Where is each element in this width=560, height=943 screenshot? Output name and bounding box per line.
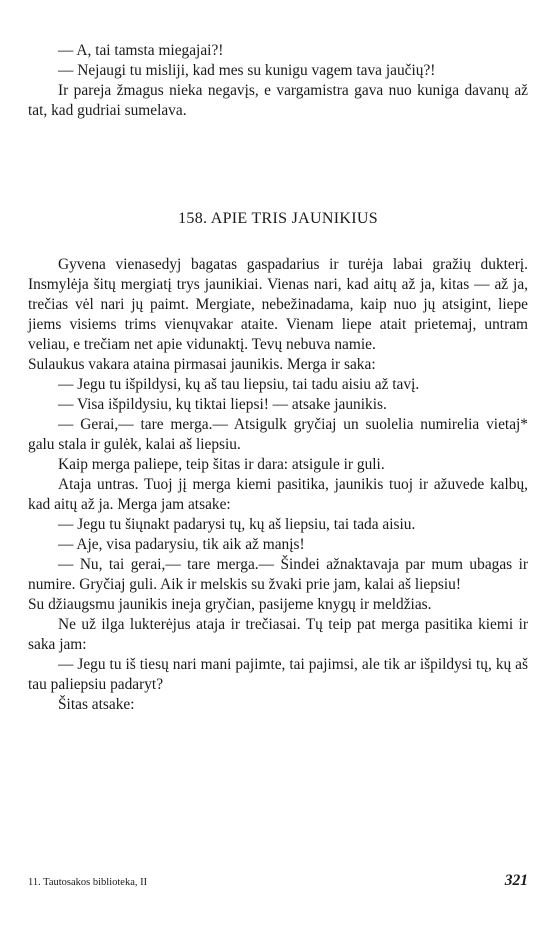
paragraph: Gyvena vienasedyj bagatas gaspadarius ir turėja labai gražių dukterį. Insmylėja šitų mergiatį trys jaunikiai. Vienas nari, kad aitų až ja, kitas — až ja, trečias vėl nari jų paimt. Mergiate, nebežinadama, kaip nuo jų atsigint, liepe jiems visiems trims vienųvakar ataite. Vienam liepe atait prietemaj, untram veliau, e trečiam net apie vidunaktį. Tevų nebuva namie. — [28, 256, 528, 353]
paragraph: Šitas atsake: — [58, 696, 135, 713]
paragraph: Sulaukus vakara ataina pirmasai jaunikis. Merga ir saka: — [28, 356, 376, 373]
page-footer — [28, 872, 528, 890]
paragraph: — Nu, tai gerai,— tare merga.— Šindei ažnaktavaja par mum ubagas ir numire. Gryčiaj guli. Aik ir melskis su žvaki prie jam, kalai aš liepsiu! — [28, 556, 528, 593]
paragraph: Su džiaugsmu jaunikis ineja gryčian, pasijeme knygų ir meldžias. — [28, 596, 432, 613]
paragraph: Kaip merga paliepe, teip šitas ir dara: atsigule ir guli. — [58, 456, 385, 473]
paragraph: — Nejaugi tu misliji, kad mes su kunigu vagem tava jaučių?! — [58, 62, 436, 79]
paragraph: — Visa išpildysiu, kų tiktai liepsi! — atsake jaunikis. — [58, 396, 387, 413]
paragraph: — Gerai,— tare merga.— Atsigulk gryčiaj un suolelia numirelia vietaj* galu stala ir gulėk, kalai aš liepsiu. — [28, 416, 528, 453]
paragraph: Ataja untras. Tuoj jį merga kiemi pasitika, jaunikis tuoj ir ažuvede kalbų, kad aitų až ja. Merga jam atsake: — [28, 476, 528, 513]
paragraph: — Jegu tu iš tiesų nari mani pajimte, tai pajimsi, ale tik ar išpildysi tų, kų aš tau paliepsiu padaryt? — [28, 656, 528, 693]
page-number: 321 — [504, 872, 528, 889]
paragraph: — Aje, visa padarysiu, tik aik až manįs! — [58, 536, 305, 553]
previous-story-ending — [28, 41, 528, 121]
story-title: 158. APIE TRIS JAUNIKIUS — [178, 210, 378, 227]
signature-mark: 11. Tautosakos biblioteka, II — [28, 877, 148, 888]
paragraph: — A, tai tamsta miegajai?! — [58, 42, 224, 59]
paragraph: Ir pareja žmagus nieka negavįs, e vargamistra gava nuo kuniga davanų až tat, kad gudriai sumelava. — [28, 82, 528, 119]
paragraph: — Jegu tu išpildysi, kų aš tau liepsiu, tai tadu aisiu až tavį. — [58, 376, 420, 393]
paragraph: — Jegu tu šiųnakt padarysi tų, kų aš liepsiu, tai tada aisiu. — [58, 516, 416, 533]
paragraph: Ne už ilga lukterėjus ataja ir trečiasai. Tų teip pat merga pasitika kiemi ir saka jam: — [28, 616, 528, 653]
story-body — [28, 255, 528, 715]
